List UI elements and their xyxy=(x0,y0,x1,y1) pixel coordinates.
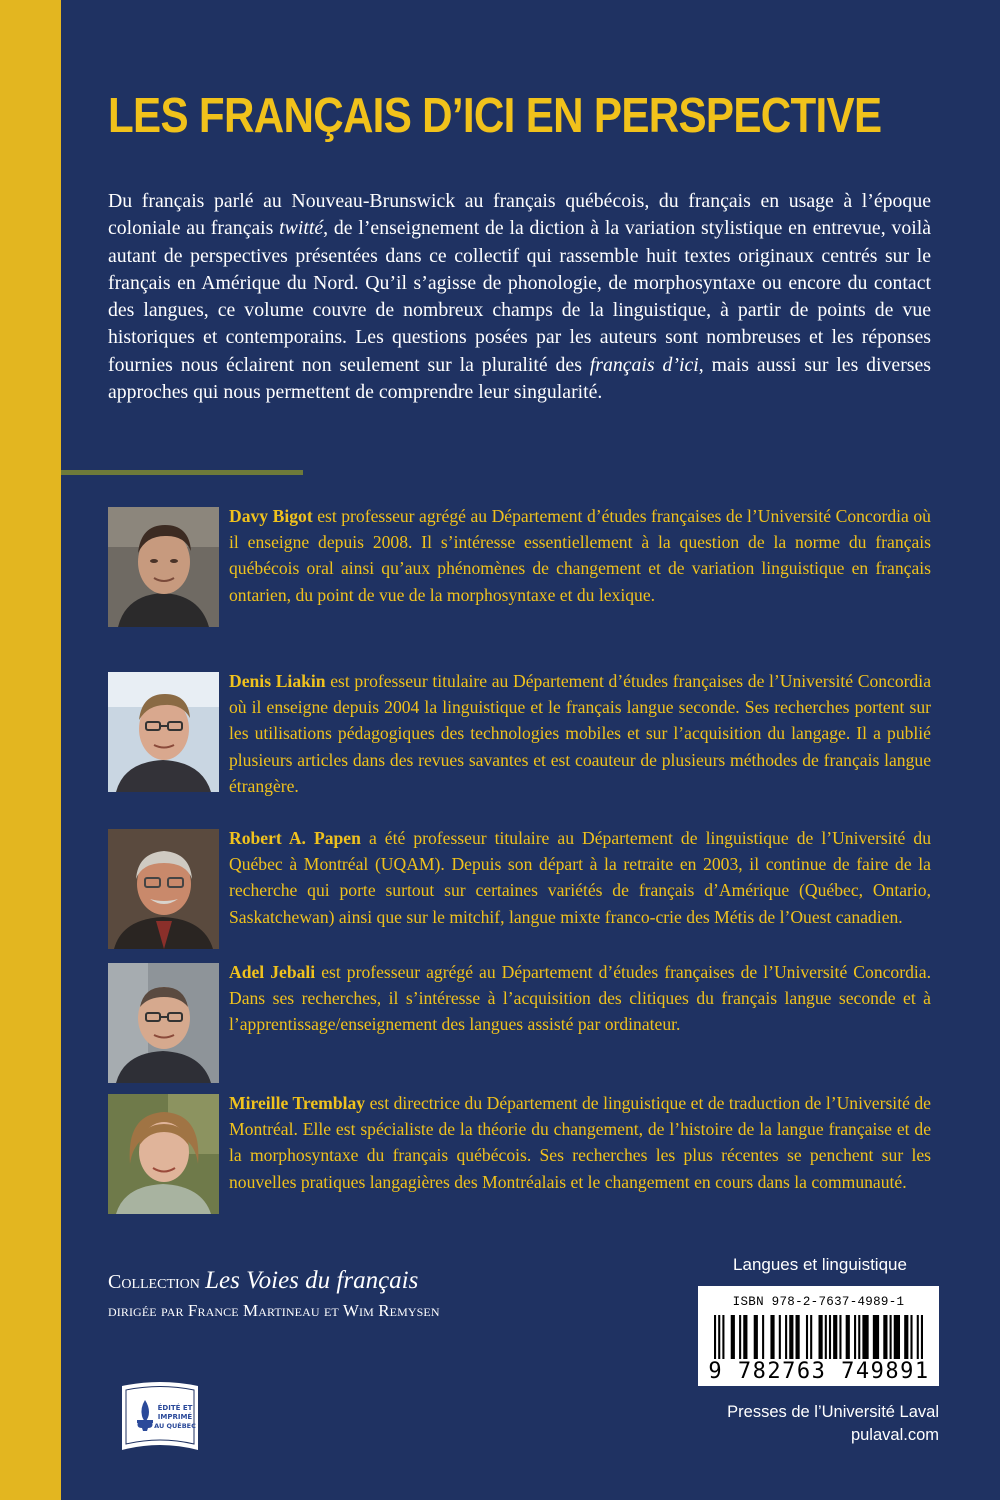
isbn-number: ISBN 978-2-7637-4989-1 xyxy=(732,1295,905,1309)
barcode-bar xyxy=(789,1315,793,1359)
isbn-barcode xyxy=(698,1286,939,1386)
author-bio xyxy=(229,825,931,930)
barcode-bars xyxy=(714,1315,923,1359)
author-entry-jebali xyxy=(108,963,931,1103)
barcode-bar xyxy=(862,1315,868,1359)
barcode-bar xyxy=(714,1315,716,1359)
author-name: Adel Jebali xyxy=(229,962,316,982)
author-bio xyxy=(229,1090,931,1195)
barcode-bar xyxy=(731,1315,735,1359)
barcode-bar xyxy=(762,1315,764,1359)
author-photo xyxy=(108,672,219,792)
author-bio-text: est professeur agrégé au Département d’études françaises de l’Université Concordia. Dans ses recherches, il s’intéresse à l’acquisition des clitiques du français langue seconde et à l’apprentissage/enseignement des langues assisté par ordinateur. xyxy=(229,962,931,1035)
author-name: Denis Liakin xyxy=(229,671,326,691)
barcode-bar xyxy=(718,1315,720,1359)
barcode-bar xyxy=(846,1315,850,1359)
barcode-bar xyxy=(839,1315,841,1359)
author-name: Robert A. Papen xyxy=(229,828,361,848)
logo-text: ÉDITÉ ET xyxy=(157,1404,193,1412)
author-bio-text: est professeur agrégé au Département d’études françaises de l’Université Concordia où il enseigne depuis 2008. Il s’intéresse essentiellement à la question de la norme du français québécois oral ainsi qu’aux phénomènes de changement et de variation linguistique en français ontarien, du point de vue de la morphosyntaxe et du lexique. xyxy=(229,506,931,605)
barcode-bar xyxy=(743,1315,747,1359)
collection-line xyxy=(108,1269,418,1293)
summary-text: , mais aussi sur les diverses approches qui nous permettent de comprendre leur singularité. xyxy=(108,353,931,404)
section-divider xyxy=(61,470,303,475)
barcode-bar xyxy=(894,1315,900,1359)
series-label: Langues et linguistique xyxy=(733,1255,907,1274)
logo-text: AU QUÉBEC xyxy=(154,1422,196,1430)
author-name: Davy Bigot xyxy=(229,506,313,526)
barcode-bar xyxy=(825,1315,827,1359)
author-photo xyxy=(108,963,219,1083)
barcode-bar xyxy=(739,1315,741,1359)
publisher-info xyxy=(727,1401,939,1447)
collection-directors: dirigée par France Martineau et Wim Remysen xyxy=(108,1301,440,1320)
barcode-bar xyxy=(770,1315,774,1359)
barcode-bar xyxy=(910,1315,912,1359)
barcode-bar xyxy=(890,1315,892,1359)
author-entry-liakin xyxy=(108,672,931,812)
barcode-bar xyxy=(779,1315,781,1359)
author-photo xyxy=(108,507,219,627)
author-bio xyxy=(229,959,931,1038)
barcode-bar xyxy=(754,1315,758,1359)
barcode-bar xyxy=(806,1315,808,1359)
author-photo xyxy=(108,829,219,949)
barcode-bar xyxy=(819,1315,823,1359)
collection-name: Les Voies du français xyxy=(205,1267,419,1294)
barcode-bar xyxy=(833,1315,837,1359)
summary-italic-francais-dici: français d’ici xyxy=(589,353,699,376)
author-bio-text: est directrice du Département de linguistique et de traduction de l’Université de Montréal. Elle est spécialiste de la théorie du changement, de l’histoire de la langue française et de la morphosyntaxe du français québécois. Ses recherches les plus récentes se penchent sur les nouvelles pratiques langagières des Montréalais et le changement en cours dans la communauté. xyxy=(229,1093,931,1192)
barcode-bar xyxy=(883,1315,887,1359)
author-bio xyxy=(229,503,931,608)
barcode-bar xyxy=(858,1315,860,1359)
barcode-bar xyxy=(921,1315,923,1359)
summary-paragraph xyxy=(108,188,931,406)
author-bio-text: a été professeur titulaire au Département de linguistique de l’Université du Québec à Montréal (UQAM). Depuis son départ à la retraite en 2003, il continue de faire de la recherche qui porte surtout sur certaines variétés de français d’Amérique (Québec, Ontario, Saskatchewan) ainsi que sur le mitchif, langue mixte franco-crie des Métis de l’Ouest canadien. xyxy=(229,828,931,927)
author-entry-papen xyxy=(108,829,931,969)
logo-text: IMPRIMÉ xyxy=(157,1413,193,1421)
yellow-side-band xyxy=(0,0,61,1500)
collection-info xyxy=(108,1267,440,1321)
barcode-bar xyxy=(810,1315,812,1359)
barcode-bar xyxy=(829,1315,831,1359)
author-bio-text: est professeur titulaire au Département d’études françaises de l’Université Concordia où il enseigne depuis 2004 la linguistique et le français langue seconde. Ses recherches portent sur les utilisations pédagogiques des technologies mobiles et sur l’acquisition du langage. Il a publié plusieurs articles dans des revues savantes et est coauteur de plusieurs méthodes de français langue étrangère. xyxy=(229,671,932,796)
barcode-bar xyxy=(873,1315,879,1359)
book-title: LES FRANÇAIS D’ICI EN PERSPECTIVE xyxy=(108,89,882,143)
barcode-bar xyxy=(904,1315,908,1359)
author-bio xyxy=(229,668,931,799)
publisher-website: pulaval.com xyxy=(850,1426,939,1444)
barcode-bar xyxy=(796,1315,800,1359)
author-entry-tremblay xyxy=(108,1094,931,1234)
author-entry-bigot xyxy=(108,507,931,647)
barcode-bar xyxy=(785,1315,787,1359)
barcode-bar xyxy=(854,1315,856,1359)
summary-text: Du français parlé au Nouveau-Brunswick au français québécois, du français en usage à l’époque coloniale au français xyxy=(108,190,931,240)
barcode-bar xyxy=(722,1315,724,1359)
edite-imprime-quebec-logo xyxy=(112,1370,208,1460)
summary-text: , de l’enseignement de la diction à la variation stylistique en entrevue, voilà autant de perspectives présentées dans ce collectif qui rassemble huit textes originaux centrés sur le français en Amérique du Nord. Qu’il s’agisse de phonologie, de morphosyntaxe ou encore du contact des langues, ce volume couvre de nombreux champs de la linguistique, à partir de points de vue historiques et contemporains. Les questions posées par les auteurs sont nombreuses et les réponses fournies nous éclairent non seulement sur la pluralité des xyxy=(108,217,932,376)
collection-label: Collection xyxy=(108,1271,200,1293)
ean-number: 9 782763 749891 xyxy=(708,1359,930,1384)
barcode-bar xyxy=(917,1315,919,1359)
author-photo xyxy=(108,1094,219,1214)
publisher-name: Presses de l’Université Laval xyxy=(727,1403,939,1421)
summary-italic-twitte: twitté xyxy=(279,217,324,240)
author-name: Mireille Tremblay xyxy=(229,1093,366,1113)
